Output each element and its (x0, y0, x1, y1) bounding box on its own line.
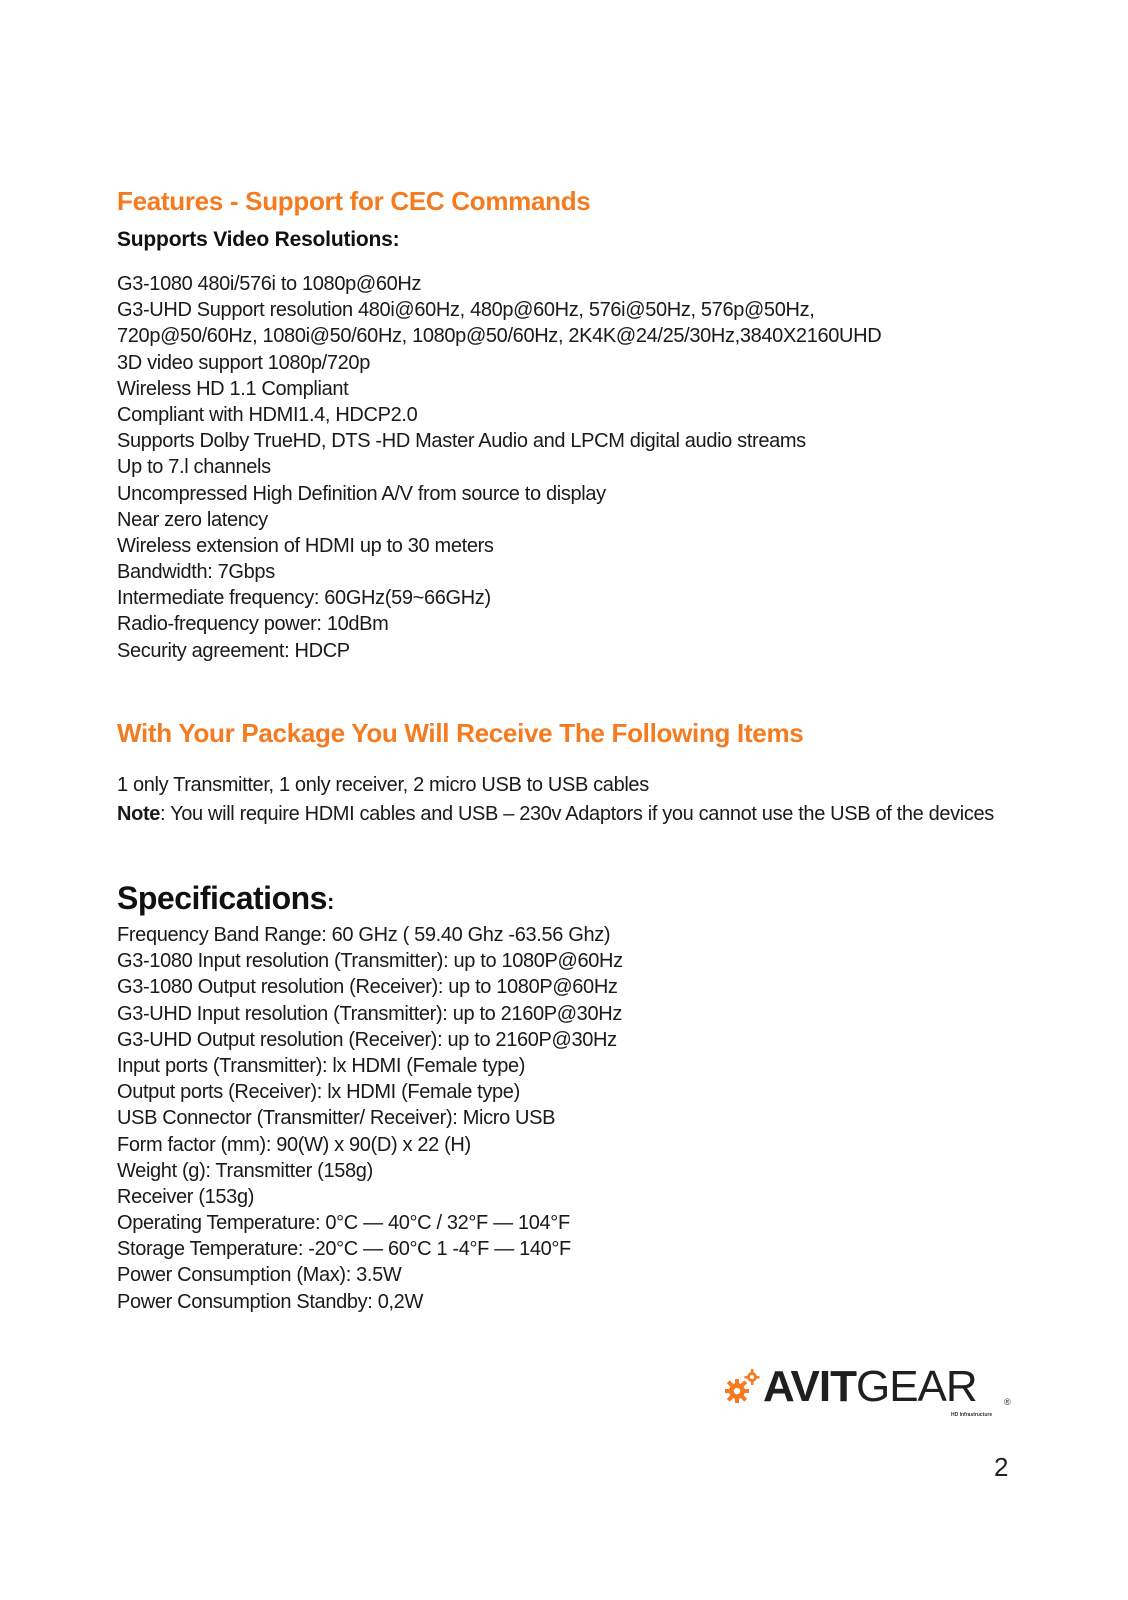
spec-line: Input ports (Transmitter): lx HDMI (Female type) (117, 1054, 526, 1077)
features-heading: Features - Support for CEC Commands (117, 186, 591, 216)
specifications-heading (117, 880, 334, 917)
spec-line: Power Consumption Standby: 0,2W (117, 1290, 423, 1313)
features-line: Radio-frequency power: 10dBm (117, 613, 389, 636)
spec-line: Storage Temperature: -20°C — 60°C 1 -4°F — 140°F (117, 1238, 571, 1261)
logo-wordmark (763, 1362, 977, 1412)
spec-line: Weight (g): Transmitter (158g) (117, 1159, 373, 1182)
spec-line: Form factor (mm): 90(W) x 90(D) x 22 (H) (117, 1133, 471, 1156)
video-resolutions-subheading: Supports Video Resolutions: (117, 228, 400, 251)
features-line: 3D video support 1080p/720p (117, 351, 370, 374)
package-note (117, 800, 1017, 829)
spec-line: Output ports (Receiver): lx HDMI (Female type) (117, 1081, 520, 1104)
package-items-line: 1 only Transmitter, 1 only receiver, 2 micro USB to USB cables (117, 774, 649, 796)
spec-line: Frequency Band Range: 60 GHz ( 59.40 Ghz -63.56 Ghz) (117, 924, 611, 946)
features-line: Wireless extension of HDMI up to 30 meters (117, 534, 494, 557)
spec-line: Receiver (153g) (117, 1185, 255, 1208)
registered-mark: ® (1004, 1397, 1011, 1407)
spec-line: G3-UHD Output resolution (Receiver): up to 2160P@30Hz (117, 1028, 617, 1051)
spec-line: G3-1080 Output resolution (Receiver): up to 1080P@60Hz (117, 976, 618, 999)
specifications-colon: : (326, 889, 334, 914)
spec-line: Power Consumption (Max): 3.5W (117, 1264, 402, 1287)
package-contents (117, 771, 1017, 828)
gears-icon (725, 1366, 761, 1406)
package-heading: With Your Package You Will Receive The Following Items (117, 718, 804, 748)
features-line: Near zero latency (117, 508, 268, 531)
features-line: G3-UHD Support resolution 480i@60Hz, 480p@60Hz, 576i@50Hz, 576p@50Hz, (117, 299, 815, 322)
features-list (117, 271, 881, 664)
logo-tagline: HD Infrastructure (951, 1412, 993, 1418)
features-line: Wireless HD 1.1 Compliant (117, 377, 349, 400)
note-text: : You will require HDMI cables and USB – 230v Adaptors if you cannot use the USB of the devices (160, 802, 994, 825)
spec-line: Operating Temperature: 0°C — 40°C / 32°F — 104°F (117, 1212, 570, 1235)
features-line: Supports Dolby TrueHD, DTS -HD Master Audio and LPCM digital audio streams (117, 430, 806, 453)
page-number: 2 (994, 1452, 1009, 1482)
features-line: Intermediate frequency: 60GHz(59~66GHz) (117, 587, 491, 610)
features-line: Uncompressed High Definition A/V from source to display (117, 482, 606, 505)
features-line: Up to 7.l channels (117, 456, 271, 479)
features-line: Bandwidth: 7Gbps (117, 561, 275, 584)
note-label: Note (117, 802, 161, 825)
logo-bold-part: AVIT (763, 1362, 856, 1411)
features-line: Compliant with HDMI1.4, HDCP2.0 (117, 403, 418, 426)
specifications-title: Specifications (117, 880, 327, 916)
spec-line: USB Connector (Transmitter/ Receiver): Micro USB (117, 1107, 556, 1130)
spec-line: G3-UHD Input resolution (Transmitter): up to 2160P@30Hz (117, 1002, 622, 1025)
features-line: Security agreement: HDCP (117, 639, 350, 662)
spec-line: G3-1080 Input resolution (Transmitter): up to 1080P@60Hz (117, 950, 623, 973)
features-line: G3-1080 480i/576i to 1080p@60Hz (117, 273, 422, 295)
specifications-list (117, 922, 623, 1315)
features-line: 720p@50/60Hz, 1080i@50/60Hz, 1080p@50/60Hz, 2K4K@24/25/30Hz,3840X2160UHD (117, 325, 882, 348)
avitgear-logo (725, 1362, 1015, 1422)
logo-light-part: GEAR (855, 1362, 977, 1411)
